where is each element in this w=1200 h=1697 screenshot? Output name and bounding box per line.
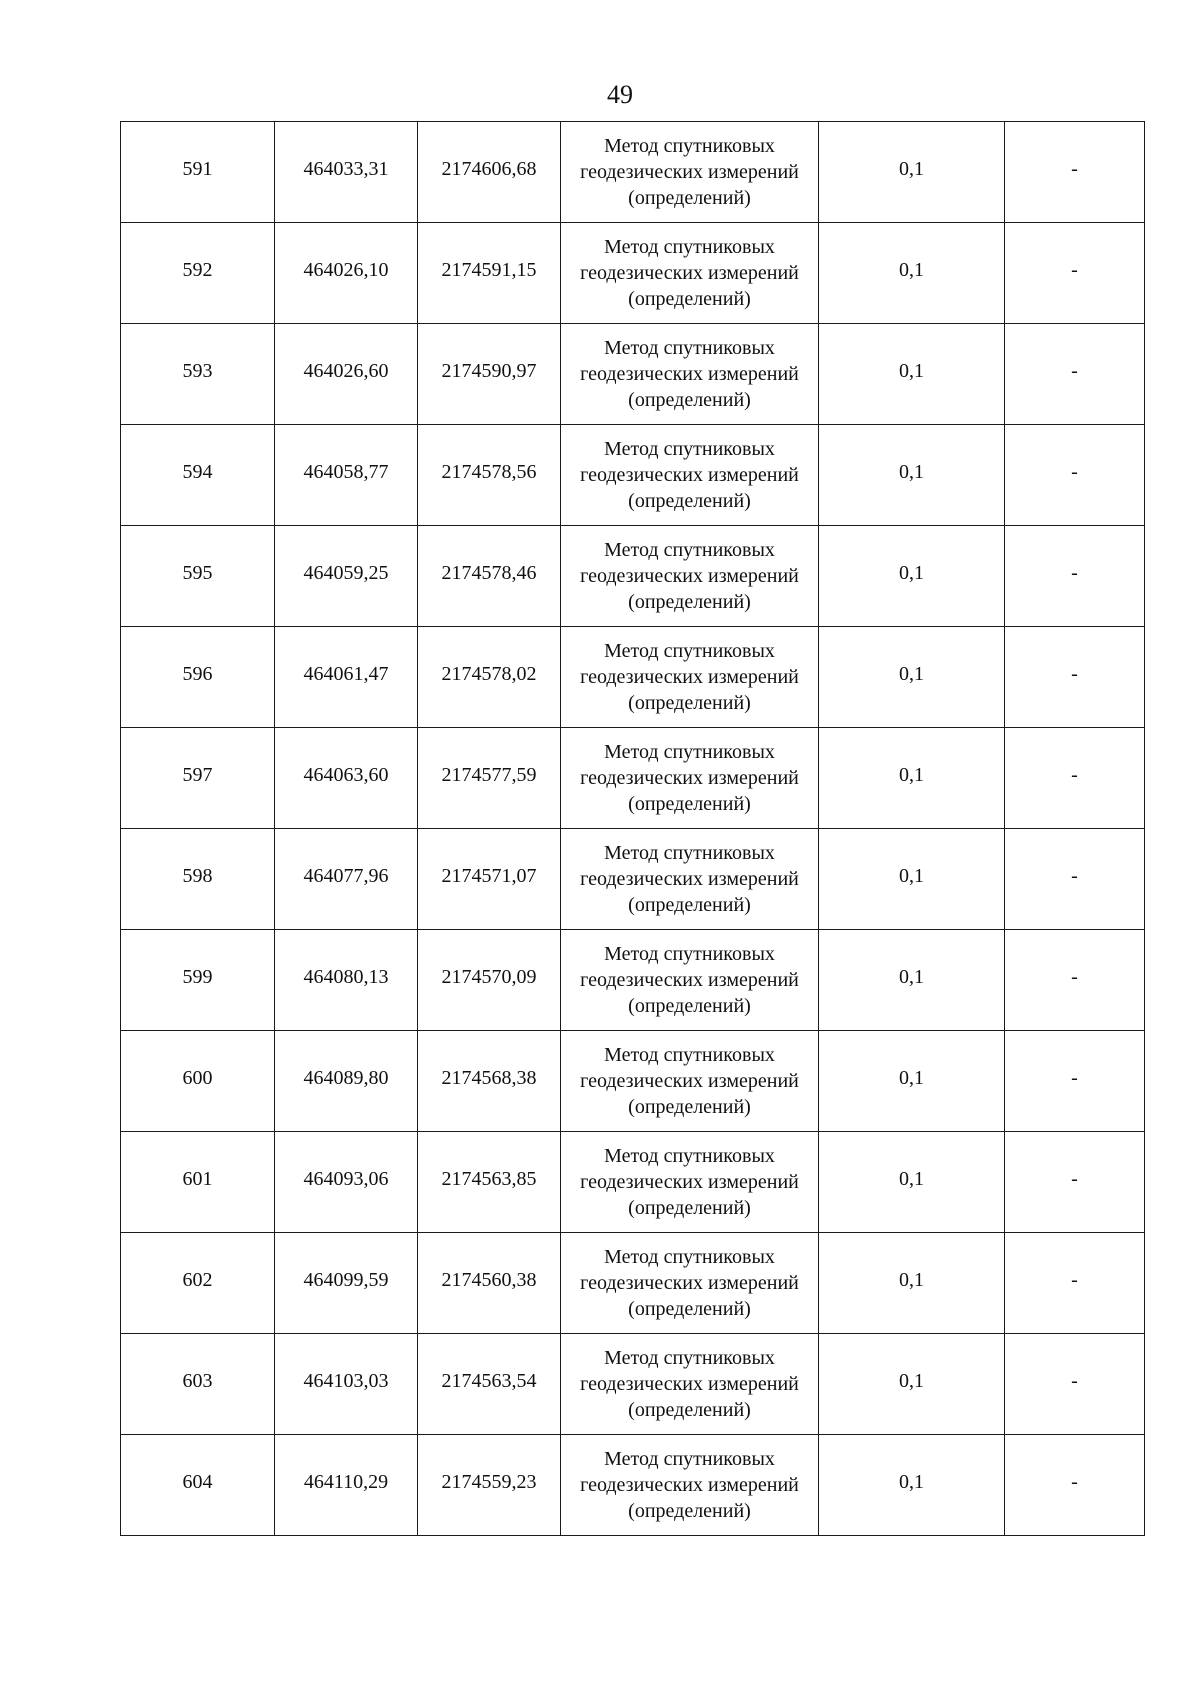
y-coordinate-cell: 2174578,56 — [418, 425, 561, 526]
note-cell: - — [1005, 930, 1145, 1031]
table-row — [121, 1132, 1145, 1233]
method-line-3: (определений) — [628, 1399, 751, 1421]
method-line-1: Метод спутниковых — [604, 1145, 775, 1167]
accuracy-cell: 0,1 — [819, 425, 1005, 526]
method-line-3: (определений) — [628, 692, 751, 714]
method-cell — [561, 1031, 819, 1132]
x-coordinate-cell: 464089,80 — [275, 1031, 418, 1132]
method-cell — [561, 930, 819, 1031]
method-line-2: геодезических измерений — [580, 464, 799, 486]
method-cell — [561, 223, 819, 324]
note-cell: - — [1005, 1233, 1145, 1334]
method-line-1: Метод спутниковых — [604, 943, 775, 965]
note-cell: - — [1005, 324, 1145, 425]
method-line-2: геодезических измерений — [580, 1373, 799, 1395]
x-coordinate-cell: 464077,96 — [275, 829, 418, 930]
method-line-3: (определений) — [628, 490, 751, 512]
method-line-3: (определений) — [628, 995, 751, 1017]
point-number-cell: 599 — [121, 930, 275, 1031]
method-line-2: геодезических измерений — [580, 161, 799, 183]
point-number-cell: 597 — [121, 728, 275, 829]
point-number-cell: 602 — [121, 1233, 275, 1334]
method-cell — [561, 829, 819, 930]
point-number-cell: 591 — [121, 122, 275, 223]
method-cell — [561, 1132, 819, 1233]
x-coordinate-cell: 464058,77 — [275, 425, 418, 526]
point-number-cell: 594 — [121, 425, 275, 526]
method-cell — [561, 627, 819, 728]
table-row — [121, 324, 1145, 425]
accuracy-cell: 0,1 — [819, 324, 1005, 425]
y-coordinate-cell: 2174563,54 — [418, 1334, 561, 1435]
x-coordinate-cell: 464103,03 — [275, 1334, 418, 1435]
note-cell: - — [1005, 728, 1145, 829]
y-coordinate-cell: 2174578,02 — [418, 627, 561, 728]
method-line-2: геодезических измерений — [580, 1070, 799, 1092]
y-coordinate-cell: 2174606,68 — [418, 122, 561, 223]
method-line-3: (определений) — [628, 591, 751, 613]
point-number-cell: 600 — [121, 1031, 275, 1132]
point-number-cell: 601 — [121, 1132, 275, 1233]
method-cell — [561, 1233, 819, 1334]
method-cell — [561, 728, 819, 829]
page-number: 49 — [607, 80, 633, 109]
accuracy-cell: 0,1 — [819, 1132, 1005, 1233]
method-line-1: Метод спутниковых — [604, 438, 775, 460]
method-line-2: геодезических измерений — [580, 565, 799, 587]
method-line-1: Метод спутниковых — [604, 741, 775, 763]
table-row — [121, 930, 1145, 1031]
y-coordinate-cell: 2174559,23 — [418, 1435, 561, 1536]
y-coordinate-cell: 2174570,09 — [418, 930, 561, 1031]
x-coordinate-cell: 464026,10 — [275, 223, 418, 324]
method-cell — [561, 1435, 819, 1536]
accuracy-cell: 0,1 — [819, 1334, 1005, 1435]
y-coordinate-cell: 2174563,85 — [418, 1132, 561, 1233]
y-coordinate-cell: 2174590,97 — [418, 324, 561, 425]
table-row — [121, 1334, 1145, 1435]
method-cell — [561, 526, 819, 627]
accuracy-cell: 0,1 — [819, 122, 1005, 223]
accuracy-cell: 0,1 — [819, 930, 1005, 1031]
method-line-3: (определений) — [628, 793, 751, 815]
coordinates-table — [120, 121, 1145, 1536]
table-row — [121, 627, 1145, 728]
method-line-2: геодезических измерений — [580, 363, 799, 385]
table-row — [121, 829, 1145, 930]
point-number-cell: 598 — [121, 829, 275, 930]
method-line-1: Метод спутниковых — [604, 1246, 775, 1268]
method-line-1: Метод спутниковых — [604, 1044, 775, 1066]
table-row — [121, 1435, 1145, 1536]
note-cell: - — [1005, 122, 1145, 223]
accuracy-cell: 0,1 — [819, 1435, 1005, 1536]
note-cell: - — [1005, 627, 1145, 728]
y-coordinate-cell: 2174577,59 — [418, 728, 561, 829]
x-coordinate-cell: 464099,59 — [275, 1233, 418, 1334]
table-body — [121, 122, 1145, 1536]
note-cell: - — [1005, 1031, 1145, 1132]
accuracy-cell: 0,1 — [819, 223, 1005, 324]
table-row — [121, 526, 1145, 627]
method-line-1: Метод спутниковых — [604, 539, 775, 561]
point-number-cell: 596 — [121, 627, 275, 728]
point-number-cell: 603 — [121, 1334, 275, 1435]
point-number-cell: 595 — [121, 526, 275, 627]
method-line-1: Метод спутниковых — [604, 337, 775, 359]
method-line-2: геодезических измерений — [580, 666, 799, 688]
method-line-1: Метод спутниковых — [604, 1448, 775, 1470]
table-row — [121, 425, 1145, 526]
method-line-3: (определений) — [628, 1298, 751, 1320]
method-line-2: геодезических измерений — [580, 1171, 799, 1193]
table-row — [121, 223, 1145, 324]
accuracy-cell: 0,1 — [819, 829, 1005, 930]
method-cell — [561, 425, 819, 526]
method-line-1: Метод спутниковых — [604, 1347, 775, 1369]
method-line-2: геодезических измерений — [580, 767, 799, 789]
method-cell — [561, 122, 819, 223]
note-cell: - — [1005, 1435, 1145, 1536]
point-number-cell: 593 — [121, 324, 275, 425]
method-line-3: (определений) — [628, 1096, 751, 1118]
method-line-2: геодезических измерений — [580, 262, 799, 284]
x-coordinate-cell: 464061,47 — [275, 627, 418, 728]
table-row — [121, 1031, 1145, 1132]
accuracy-cell: 0,1 — [819, 728, 1005, 829]
method-line-1: Метод спутниковых — [604, 236, 775, 258]
note-cell: - — [1005, 1132, 1145, 1233]
accuracy-cell: 0,1 — [819, 526, 1005, 627]
method-line-1: Метод спутниковых — [604, 842, 775, 864]
method-line-3: (определений) — [628, 288, 751, 310]
point-number-cell: 604 — [121, 1435, 275, 1536]
method-line-2: геодезических измерений — [580, 868, 799, 890]
method-line-3: (определений) — [628, 894, 751, 916]
accuracy-cell: 0,1 — [819, 1031, 1005, 1132]
method-line-2: геодезических измерений — [580, 1272, 799, 1294]
method-line-3: (определений) — [628, 187, 751, 209]
method-line-3: (определений) — [628, 389, 751, 411]
method-cell — [561, 1334, 819, 1435]
x-coordinate-cell: 464033,31 — [275, 122, 418, 223]
y-coordinate-cell: 2174591,15 — [418, 223, 561, 324]
method-line-3: (определений) — [628, 1500, 751, 1522]
y-coordinate-cell: 2174560,38 — [418, 1233, 561, 1334]
table-row — [121, 122, 1145, 223]
method-line-2: геодезических измерений — [580, 969, 799, 991]
method-line-1: Метод спутниковых — [604, 640, 775, 662]
x-coordinate-cell: 464059,25 — [275, 526, 418, 627]
x-coordinate-cell: 464063,60 — [275, 728, 418, 829]
table-row — [121, 728, 1145, 829]
x-coordinate-cell: 464080,13 — [275, 930, 418, 1031]
x-coordinate-cell: 464026,60 — [275, 324, 418, 425]
note-cell: - — [1005, 223, 1145, 324]
method-cell — [561, 324, 819, 425]
y-coordinate-cell: 2174568,38 — [418, 1031, 561, 1132]
x-coordinate-cell: 464093,06 — [275, 1132, 418, 1233]
note-cell: - — [1005, 1334, 1145, 1435]
table-row — [121, 1233, 1145, 1334]
x-coordinate-cell: 464110,29 — [275, 1435, 418, 1536]
coordinates-table-container — [120, 121, 1144, 1536]
point-number-cell: 592 — [121, 223, 275, 324]
note-cell: - — [1005, 526, 1145, 627]
method-line-3: (определений) — [628, 1197, 751, 1219]
method-line-2: геодезических измерений — [580, 1474, 799, 1496]
y-coordinate-cell: 2174571,07 — [418, 829, 561, 930]
accuracy-cell: 0,1 — [819, 627, 1005, 728]
accuracy-cell: 0,1 — [819, 1233, 1005, 1334]
method-line-1: Метод спутниковых — [604, 135, 775, 157]
note-cell: - — [1005, 425, 1145, 526]
y-coordinate-cell: 2174578,46 — [418, 526, 561, 627]
note-cell: - — [1005, 829, 1145, 930]
